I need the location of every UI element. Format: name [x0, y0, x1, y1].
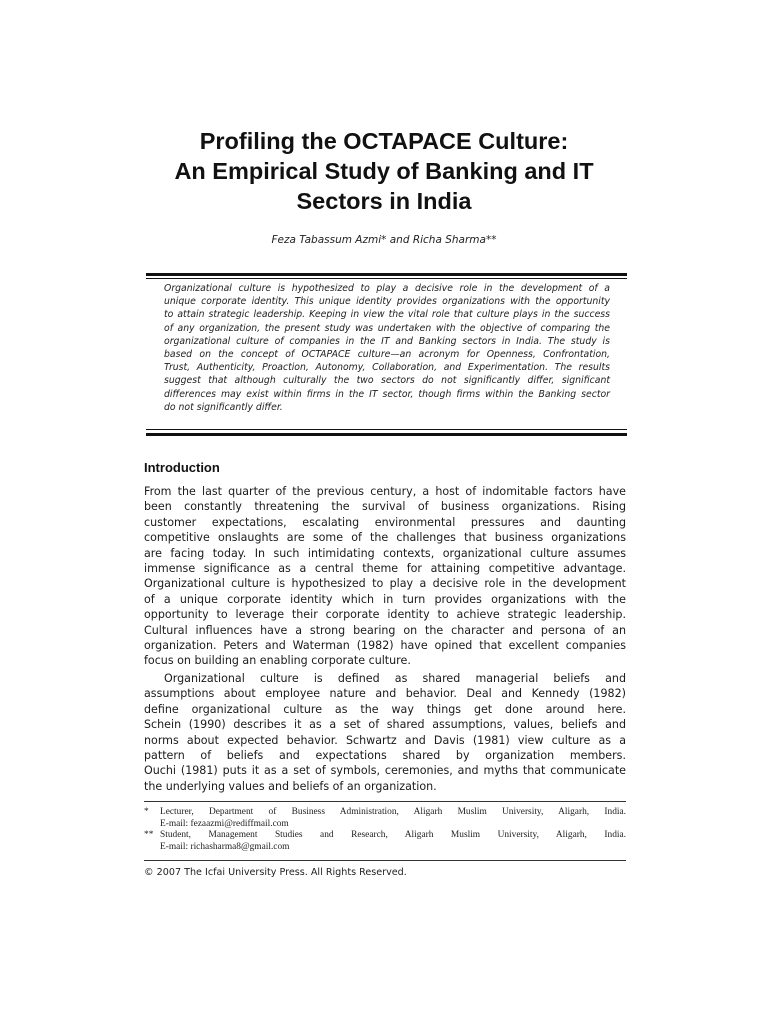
- paragraph-line: customer expectations, escalating environmental pressures and daunting: [144, 515, 626, 529]
- abstract-bottom-rule-thin: [146, 429, 627, 430]
- footnote-mark: *: [144, 807, 149, 817]
- paragraph-line: focus on building an enabling corporate culture.: [144, 654, 411, 668]
- abstract-line: based on the concept of OCTAPACE culture—an acronym for Openness, Confrontation,: [164, 348, 610, 360]
- paragraph-line: immense significance as a central theme for attaining competitive advantage.: [144, 561, 626, 575]
- paragraph-line: of a unique corporate identity which in turn provides organizations with the: [144, 592, 626, 606]
- paper-title: [100, 126, 668, 216]
- footnote-email: E-mail: richasharma8@gmail.com: [160, 841, 290, 852]
- abstract-line: suggest that although culturally the two sectors do not significantly differ, significant: [164, 375, 610, 387]
- footnote-mark: **: [144, 830, 154, 841]
- title-line-3: Sectors in India: [296, 188, 472, 214]
- footnote-2: [144, 830, 626, 853]
- abstract-top-rule-thick: [146, 273, 627, 276]
- paragraph-line: Organizational culture is defined as shared managerial beliefs and: [164, 672, 626, 685]
- paragraph-line: competitive onslaughts are some of the challenges that business organizations: [144, 531, 626, 545]
- section-heading: Introduction: [144, 460, 220, 475]
- paragraph-line: Ouchi (1981) puts it as a set of symbols, ceremonies, and myths that communicate: [144, 764, 626, 778]
- abstract-line: differences may exist within firms in the IT sector, though firms within the Banking sector: [164, 388, 610, 400]
- abstract-line: of any organization, the present study was undertaken with the objective of comparing the: [164, 322, 610, 334]
- body-paragraph-1: [144, 484, 626, 669]
- abstract-top-rule-thin: [146, 278, 627, 279]
- abstract-line: unique corporate identity. This unique identity provides organizations with the opportunity: [164, 296, 610, 308]
- paragraph-line: Organizational culture is hypothesized to play a decisive role in the development: [144, 577, 626, 591]
- abstract-line: to attain strategic leadership. Keeping in view the vital role that culture plays in the success: [164, 309, 610, 321]
- title-line-2: An Empirical Study of Banking and IT: [174, 158, 594, 184]
- footnote-1: [144, 807, 626, 830]
- paragraph-line: assumptions about employee nature and behavior. Deal and Kennedy (1982): [144, 687, 626, 701]
- paragraph-line: From the last quarter of the previous century, a host of indomitable factors have: [144, 485, 626, 498]
- footnote-email: E-mail: fezaazmi@rediffmail.com: [160, 818, 289, 829]
- paragraph-line: been constantly threatening the survival of business organizations. Rising: [144, 500, 626, 514]
- paragraph-line: norms about expected behavior. Schwartz and Davis (1981) view culture as a: [144, 733, 626, 747]
- abstract-line: organizational culture of companies in the IT and Banking sectors in India. The study is: [164, 335, 610, 347]
- paragraph-line: organization. Peters and Waterman (1982) have opined that excellent companies: [144, 638, 626, 652]
- paragraph-line: the underlying values and beliefs of an organization.: [144, 779, 437, 793]
- paragraph-line: Schein (1990) describes it as a set of shared assumptions, values, beliefs and: [144, 718, 626, 732]
- body-paragraph-2: [144, 671, 626, 794]
- footnotes: [144, 807, 626, 853]
- footnote-affiliation: Student, Management Studies and Research, Aligarh Muslim University, Aligarh, India.: [160, 830, 626, 841]
- abstract-line: Trust, Authenticity, Proaction, Autonomy, Collaboration, and Experimentation. The results: [164, 362, 610, 374]
- abstract: [164, 282, 610, 414]
- abstract-line: do not significantly differ.: [164, 401, 283, 413]
- title-line-1: Profiling the OCTAPACE Culture:: [199, 128, 569, 154]
- author-line: Feza Tabassum Azmi* and Richa Sharma**: [271, 234, 497, 246]
- footnote-top-rule: [144, 801, 626, 802]
- paragraph-line: pattern of beliefs and expectations shared by organization members.: [144, 748, 626, 762]
- copyright-notice: © 2007 The Icfai University Press. All Rights Reserved.: [144, 867, 407, 878]
- footnote-bottom-rule: [144, 860, 626, 861]
- paragraph-line: opportunity to leverage their corporate identity to achieve strategic leadership.: [144, 608, 626, 622]
- paragraph-line: are facing today. In such intimidating contexts, organizational culture assumes: [144, 546, 626, 560]
- abstract-line: Organizational culture is hypothesized to play a decisive role in the development of a: [164, 283, 610, 294]
- paragraph-line: define organizational culture as the way things get done around here.: [144, 702, 626, 716]
- paragraph-line: Cultural influences have a strong bearing on the character and persona of an: [144, 623, 626, 637]
- footnote-affiliation: Lecturer, Department of Business Administration, Aligarh Muslim University, Aligarh, India.: [160, 807, 626, 817]
- abstract-bottom-rule-thick: [146, 433, 627, 436]
